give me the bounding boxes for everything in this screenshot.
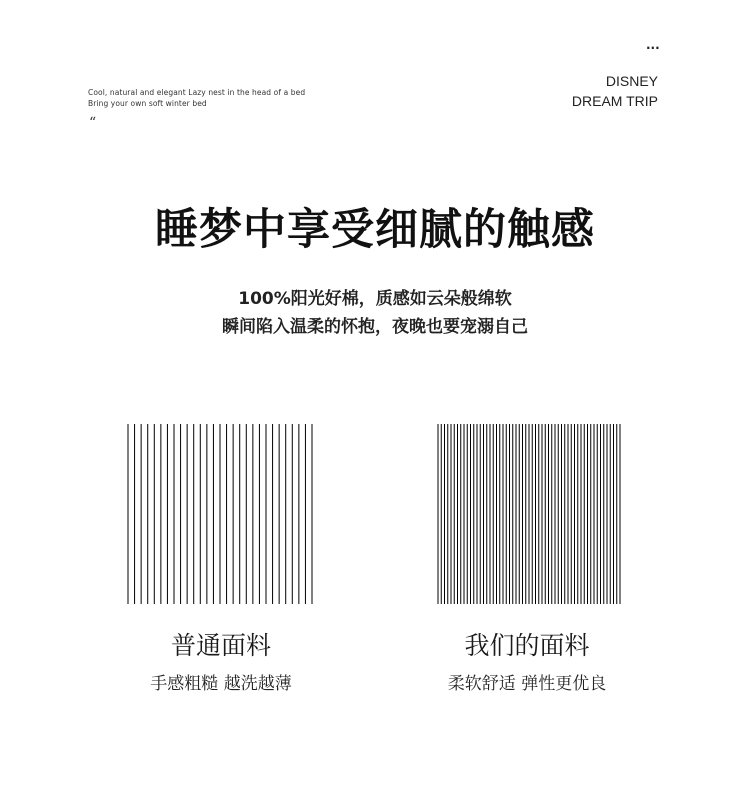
regular-fabric-description: 手感粗糙 越洗越薄 [150, 674, 292, 694]
regular-fabric-label: 普通面料 [170, 631, 271, 660]
quote-mark: “ [89, 115, 97, 131]
tagline-line-2: Bring your own soft winter bed [88, 99, 207, 108]
our-fabric-lines [437, 424, 621, 604]
regular-fabric-texture [127, 424, 313, 604]
regular-fabric-lines [127, 424, 313, 604]
more-dots: ... [646, 38, 660, 52]
subtitle-line-2: 瞬间陷入温柔的怀抱，夜晚也要宠溺自己 [222, 317, 528, 337]
tagline-line-1: Cool, natural and elegant Lazy nest in the head of a bed [88, 88, 306, 97]
subtitle-line-1: 100%阳光好棉，质感如云朵般绵软 [238, 289, 512, 309]
brand-line-2: DREAM TRIP [571, 93, 658, 109]
page-title: 睡梦中享受细腻的触感 [155, 205, 595, 255]
our-fabric-label: 我们的面料 [464, 631, 590, 660]
our-fabric-description: 柔软舒适 弹性更优良 [447, 674, 607, 694]
brand-line-1: DISNEY [605, 73, 658, 89]
our-fabric-texture [437, 424, 621, 604]
